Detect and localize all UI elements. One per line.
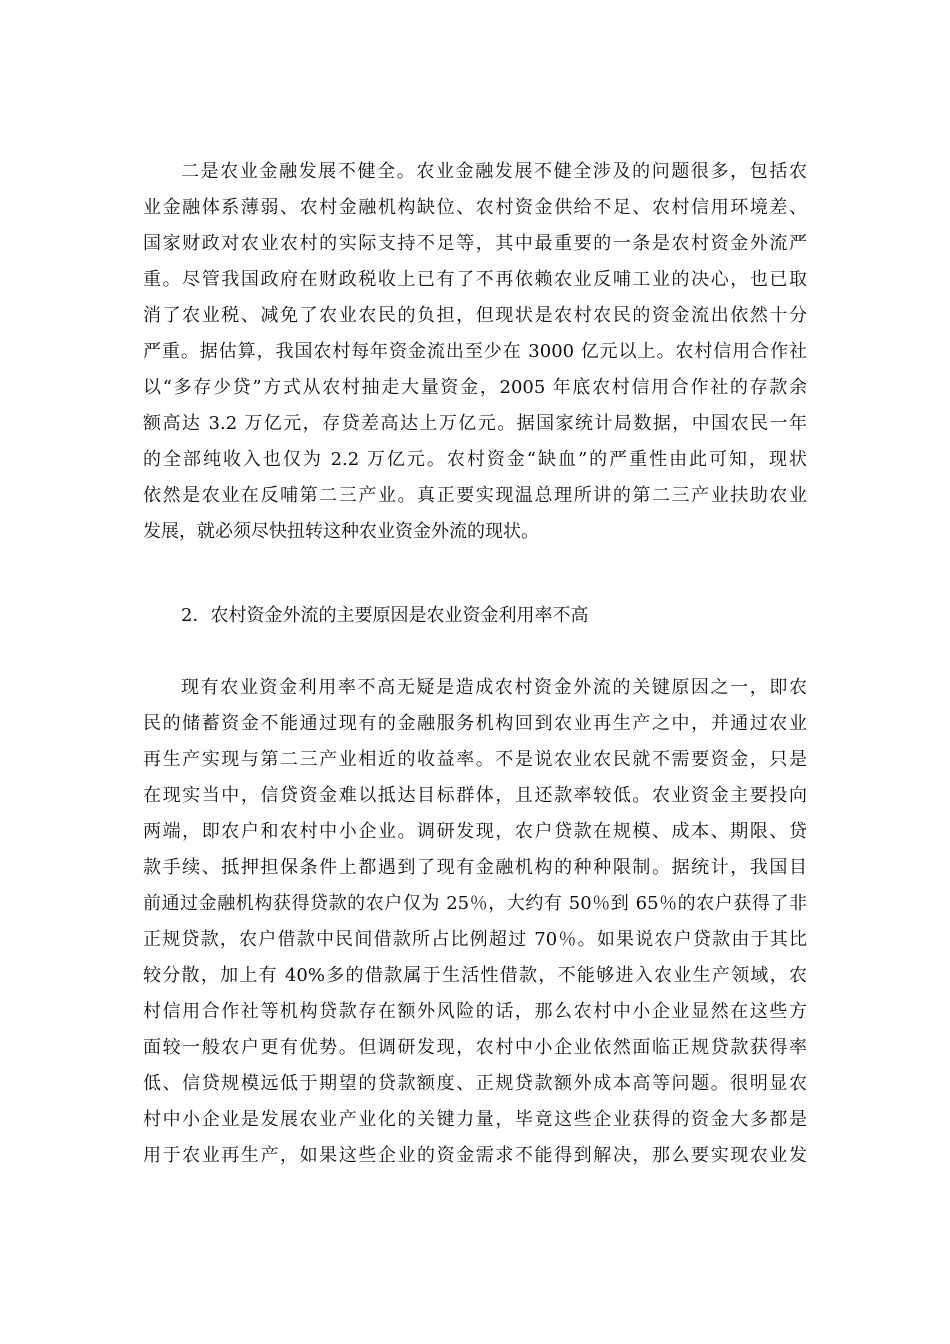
paragraph-2-line-8: 正规贷款，农户借款中民间借款所占比例超过 70％。如果说农户贷款由于其比 (143, 929, 807, 950)
paragraph-2-line-9: 较分散，加上有 40%多的借款属于生活性借款，不能够进入农业生产领域，农 (143, 965, 807, 986)
paragraph-2-line-4: 在现实当中，信贷资金难以抵达目标群体，且还款率较低。农业资金主要投向 (143, 785, 807, 806)
paragraph-1-line-6: 严重。据估算，我国农村每年资金流出至少在 3000 亿元以上。农村信用合作社 (143, 341, 807, 362)
paragraph-2-line-7: 前通过金融机构获得贷款的农户仅为 25％，大约有 50％到 65％的农户获得了非 (143, 893, 807, 914)
paragraph-1-line-4: 重。尽管我国政府在财政税收上已有了不再依赖农业反哺工业的决心，也已取 (143, 269, 807, 290)
paragraph-2-line-14: 用于农业再生产，如果这些企业的资金需求不能得到解决，那么要实现农业发 (143, 1145, 807, 1166)
paragraph-1-line-10: 依然是农业在反哺第二三产业。真正要实现温总理所讲的第二三产业扶助农业 (143, 485, 807, 506)
paragraph-2-line-12: 低、信贷规模远低于期望的贷款额度、正规贷款额外成本高等问题。很明显农 (143, 1073, 807, 1094)
paragraph-2-line-11: 面较一般农户更有优势。但调研发现，农村中小企业依然面临正规贷款获得率 (143, 1037, 807, 1058)
paragraph-1-line-5: 消了农业税、减免了农业农民的负担，但现状是农村农民的资金流出依然十分 (143, 305, 807, 326)
paragraph-2-line-3: 再生产实现与第二三产业相近的收益率。不是说农业农民就不需要资金，只是 (143, 749, 807, 770)
paragraph-1-line-11: 发展，就必须尽快扭转这种农业资金外流的现状。 (143, 521, 539, 542)
paragraph-2-line-10: 村信用合作社等机构贷款存在额外风险的话，那么农村中小企业显然在这些方 (143, 1001, 807, 1022)
paragraph-2-line-2: 民的储蓄资金不能通过现有的金融服务机构回到农业再生产之中，并通过农业 (143, 713, 807, 734)
paragraph-2-line-1: 现有农业资金利用率不高无疑是造成农村资金外流的关键原因之一，即农 (181, 677, 807, 698)
paragraph-1-line-2: 业金融体系薄弱、农村金融机构缺位、农村资金供给不足、农村信用环境差、 (143, 197, 807, 218)
paragraph-1-line-7: 以“多存少贷”方式从农村抽走大量资金，2005 年底农村信用合作社的存款余 (143, 377, 807, 398)
paragraph-1-line-3: 国家财政对农业农村的实际支持不足等，其中最重要的一条是农村资金外流严 (143, 233, 807, 254)
paragraph-1-line-8: 额高达 3.2 万亿元，存贷差高达上万亿元。据国家统计局数据，中国农民一年 (143, 413, 807, 434)
section-heading: 2．农村资金外流的主要原因是农业资金利用率不高 (181, 605, 589, 626)
paragraph-1-line-9: 的全部纯收入也仅为 2.2 万亿元。农村资金“缺血”的严重性由此可知，现状 (143, 449, 807, 470)
paragraph-1-line-1: 二是农业金融发展不健全。农业金融发展不健全涉及的问题很多，包括农 (181, 161, 807, 182)
paragraph-2-line-6: 款手续、抵押担保条件上都遇到了现有金融机构的种种限制。据统计，我国目 (143, 857, 807, 878)
paragraph-2-line-5: 两端，即农户和农村中小企业。调研发现，农户贷款在规模、成本、期限、贷 (143, 821, 807, 842)
paragraph-2-line-13: 村中小企业是发展农业产业化的关键力量，毕竟这些企业获得的资金大多都是 (143, 1109, 807, 1130)
